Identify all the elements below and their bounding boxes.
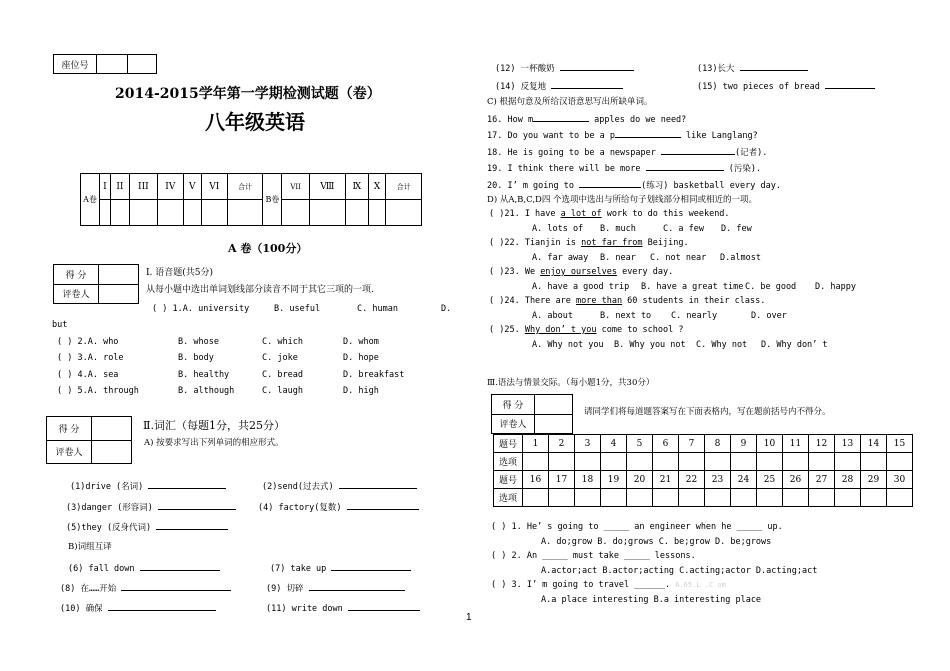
phrase-item xyxy=(266,582,405,595)
grader-score-label: 得 分 xyxy=(492,395,535,415)
score-a-label: A卷 xyxy=(81,174,100,226)
vocab-label: (3)danger (形容词) xyxy=(66,503,153,513)
mc-option: B. next to xyxy=(600,311,652,321)
q1-option-b: B. useful xyxy=(274,304,321,314)
answer-cell[interactable] xyxy=(679,489,705,507)
option-a: 2.A. who xyxy=(77,337,119,347)
mc-option: A. have a good trip xyxy=(532,282,630,292)
mc-question xyxy=(489,325,683,336)
option-c: C. joke xyxy=(262,353,298,363)
seat-box-1 xyxy=(97,55,128,74)
score-table xyxy=(80,173,422,226)
exam-subject: 八年级英语 xyxy=(205,110,305,134)
answer-num: 25 xyxy=(757,471,783,489)
mc-stem: ( )23. We xyxy=(489,267,541,277)
question-row xyxy=(57,370,118,381)
answer-num: 16 xyxy=(523,471,549,489)
q1-option-c: C. human xyxy=(357,304,398,314)
answer-num: 20 xyxy=(627,471,653,489)
score-col: III xyxy=(130,174,158,200)
mc-rest: every day. xyxy=(616,267,674,277)
seat-label: 座位号 xyxy=(54,55,97,74)
answer-num: 10 xyxy=(757,435,783,453)
answer-cell[interactable] xyxy=(887,489,913,507)
answer-cell[interactable] xyxy=(549,489,575,507)
answer-a-label: 选项 xyxy=(494,453,523,471)
answer-cell[interactable] xyxy=(653,489,679,507)
score-col: 合计 xyxy=(386,174,422,200)
answer-blank[interactable] xyxy=(148,480,226,489)
answer-paren[interactable]: ( ) xyxy=(57,353,73,363)
answer-cell[interactable] xyxy=(861,489,887,507)
mc-underlined: Why don’ t you xyxy=(524,325,597,335)
answer-paren[interactable]: ( ) xyxy=(57,337,73,347)
answer-num: 28 xyxy=(835,471,861,489)
mc-question xyxy=(489,296,765,307)
mc-option: B. much xyxy=(600,224,636,234)
mc-stem: ( )21. I have xyxy=(489,209,561,219)
score-col: II xyxy=(110,174,129,200)
option-b: B. body xyxy=(178,353,214,363)
answer-num: 17 xyxy=(549,471,575,489)
answer-blank[interactable] xyxy=(158,501,236,510)
answer-cell[interactable] xyxy=(549,453,575,471)
answer-cell[interactable] xyxy=(731,489,757,507)
mc-question xyxy=(489,209,730,220)
fill-post: (记者). xyxy=(735,148,768,158)
answer-num: 29 xyxy=(861,471,887,489)
answer-num: 6 xyxy=(653,435,679,453)
option-d: D. hope xyxy=(343,353,379,363)
mc-option: B. have a great time xyxy=(641,282,744,292)
grammar-question xyxy=(491,580,726,591)
fill-item xyxy=(487,129,758,142)
vocab-label: (4) factory(复数) xyxy=(258,503,342,513)
watermark: A.65.L .C om xyxy=(675,581,726,589)
mc-option: C. nearly xyxy=(671,311,718,321)
score-col: IV xyxy=(157,174,183,200)
answer-cell[interactable] xyxy=(783,489,809,507)
answer-num: 2 xyxy=(549,435,575,453)
grader-score-label: 得 分 xyxy=(47,417,92,441)
mc-question xyxy=(489,267,673,278)
phrase-label: (9) 切碎 xyxy=(266,584,304,594)
q1-option-a: 1.A. university xyxy=(172,304,250,314)
option-c: C. laugh xyxy=(262,386,303,396)
answer-blank[interactable] xyxy=(551,80,623,89)
answer-cell[interactable] xyxy=(731,453,757,471)
mc-rest: Beijing. xyxy=(642,238,689,248)
answer-cell[interactable] xyxy=(601,453,627,471)
answer-num: 11 xyxy=(783,435,809,453)
answer-num: 23 xyxy=(705,471,731,489)
option-a: 5.A. through xyxy=(77,386,139,396)
answer-blank[interactable] xyxy=(533,113,589,122)
grader-box xyxy=(53,264,139,304)
answer-cell[interactable] xyxy=(757,489,783,507)
answer-num: 12 xyxy=(809,435,835,453)
phrase-item xyxy=(60,582,231,595)
mc-option: C. be good xyxy=(745,282,797,292)
answer-paren[interactable]: ( ) xyxy=(57,370,73,380)
answer-paren[interactable]: ( ) xyxy=(152,304,168,314)
part1-instruction: 从每小题中选出单词划线部分读音不同于其它三项的一项. xyxy=(146,285,374,295)
grader-score-label: 得 分 xyxy=(54,265,99,285)
answer-num: 5 xyxy=(627,435,653,453)
answer-cell[interactable] xyxy=(601,489,627,507)
answer-blank[interactable] xyxy=(646,162,724,171)
fill-pre: 18. He is going to be a newspaper xyxy=(487,148,661,158)
answer-blank[interactable] xyxy=(740,62,808,71)
phrase-label: (7) take up xyxy=(270,564,327,574)
answer-cell[interactable] xyxy=(887,453,913,471)
score-b-label: B卷 xyxy=(263,174,282,226)
answer-blank[interactable] xyxy=(825,80,875,89)
answer-blank[interactable] xyxy=(348,602,420,611)
q1-option-d-wrap: but xyxy=(52,320,68,330)
answer-cell[interactable] xyxy=(575,489,601,507)
mc-underlined: enjoy ourselves xyxy=(540,267,617,277)
mc-option: D. over xyxy=(751,311,787,321)
fill-item xyxy=(487,162,761,175)
phrase-label: (11) write down xyxy=(266,604,343,614)
answer-blank[interactable] xyxy=(661,146,735,155)
fill-pre: 16. How m xyxy=(487,115,534,125)
phrase-item xyxy=(697,80,875,93)
answer-blank[interactable] xyxy=(339,480,417,489)
answer-cell[interactable] xyxy=(679,453,705,471)
seat-number-table xyxy=(53,54,157,74)
question-row xyxy=(57,386,139,397)
fill-item xyxy=(487,146,767,159)
answer-num: 13 xyxy=(835,435,861,453)
fill-item xyxy=(487,179,781,192)
answer-cell[interactable] xyxy=(809,453,835,471)
grader-person-label: 评卷人 xyxy=(47,440,92,464)
section-a-title: A 卷（100分） xyxy=(228,242,308,255)
part2-sub-d: D) 从A,B,C,D四 个选项中选出与所给句子划线部分相同或相近的一项。 xyxy=(487,195,758,205)
answer-num: 3 xyxy=(575,435,601,453)
part1-title: I. 语音题(共5分) xyxy=(146,268,214,278)
answer-blank[interactable] xyxy=(140,562,220,571)
phrase-item xyxy=(270,562,411,575)
score-col: Ⅸ xyxy=(345,174,368,200)
answer-blank[interactable] xyxy=(615,129,681,138)
option-b: B. although xyxy=(178,386,235,396)
answer-blank[interactable] xyxy=(579,179,641,188)
phrase-item xyxy=(60,602,216,615)
phrase-label: (12) 一杯酸奶 xyxy=(495,64,555,74)
answer-q-label: 题号 xyxy=(494,435,523,453)
answer-blank[interactable] xyxy=(309,582,405,591)
answer-num: 21 xyxy=(653,471,679,489)
answer-q-label: 题号 xyxy=(494,471,523,489)
seat-box-2 xyxy=(128,55,157,74)
question-row xyxy=(57,337,118,348)
grader-box xyxy=(46,416,132,464)
fill-post: (污染). xyxy=(723,164,762,174)
mc-option: D. happy xyxy=(815,282,856,292)
answer-cell[interactable] xyxy=(575,453,601,471)
mc-rest: work to do this weekend. xyxy=(601,209,730,219)
answer-cell[interactable] xyxy=(835,489,861,507)
score-col: 合计 xyxy=(227,174,263,200)
vocab-item xyxy=(66,501,236,514)
option-d: D. high xyxy=(343,386,379,396)
grader-box xyxy=(491,394,573,434)
fill-post: apples do we need? xyxy=(589,115,687,125)
fill-item xyxy=(487,113,686,126)
option-d: D. breakfast xyxy=(343,370,405,380)
phrase-item xyxy=(266,602,420,615)
answer-num: 18 xyxy=(575,471,601,489)
answer-blank[interactable] xyxy=(156,521,228,530)
vocab-item xyxy=(262,480,417,493)
mc-underlined: more than xyxy=(576,296,623,306)
option-a: 4.A. sea xyxy=(77,370,119,380)
phrase-item xyxy=(697,62,808,75)
question-row xyxy=(57,353,124,364)
mc-stem: ( )25. xyxy=(489,325,525,335)
grammar-options: A. do;grow B. do;grows C. be;grow D. be;grows xyxy=(541,537,772,547)
answer-cell[interactable] xyxy=(809,489,835,507)
answer-cell[interactable] xyxy=(523,489,549,507)
answer-num: 19 xyxy=(601,471,627,489)
q1-option-d: D. xyxy=(441,304,452,314)
fill-post: like Langlang? xyxy=(680,131,758,141)
mc-option: A. lots of xyxy=(532,224,584,234)
answer-num: 26 xyxy=(783,471,809,489)
phrase-item xyxy=(495,80,623,93)
answer-paren[interactable]: ( ) xyxy=(57,386,73,396)
answer-num: 27 xyxy=(809,471,835,489)
part2-sub-c: C) 根据句意及所给汉语意思写出所缺单词。 xyxy=(487,97,653,107)
mc-underlined: not far from xyxy=(581,238,643,248)
mc-stem: ( )24. There are xyxy=(489,296,576,306)
mc-underlined: a lot of xyxy=(560,209,602,219)
phrase-label: (13)长大 xyxy=(697,64,735,74)
part2-title: Ⅱ.词汇（每题1分，共25分） xyxy=(143,419,285,432)
phrase-label: (10) 确保 xyxy=(60,604,103,614)
mc-option: A. Why not you xyxy=(532,340,604,350)
mc-option: A. about xyxy=(532,311,573,321)
answer-cell[interactable] xyxy=(523,453,549,471)
grader-person-label: 评卷人 xyxy=(54,284,99,304)
option-a: 3.A. role xyxy=(77,353,124,363)
answer-num: 15 xyxy=(887,435,913,453)
fill-pre: 19. I think there will be more xyxy=(487,164,646,174)
option-d: D. whom xyxy=(343,337,379,347)
answer-cell[interactable] xyxy=(757,453,783,471)
grammar-question: ( ) 2. An _____ must take _____ lessons. xyxy=(491,551,696,561)
answer-num: 24 xyxy=(731,471,757,489)
answer-num: 8 xyxy=(705,435,731,453)
answer-cell[interactable] xyxy=(705,453,731,471)
mc-option: B. Why you not xyxy=(614,340,686,350)
answer-blank[interactable] xyxy=(560,62,634,71)
answer-a-label: 选项 xyxy=(494,489,523,507)
score-col: VII xyxy=(282,174,309,200)
part3-title: Ⅲ.语法与情景交际。（每小题1分，共30分） xyxy=(487,378,655,388)
grammar-options: A.actor;act B.actor;acting C.acting;actor D.acting;act xyxy=(541,566,818,576)
part2-sub-b: B)词组互译 xyxy=(68,542,112,552)
phrase-label: (6) fall down xyxy=(68,564,135,574)
mc-rest: 60 students in their class. xyxy=(622,296,766,306)
answer-cell[interactable] xyxy=(705,489,731,507)
part3-note: 请同学们将每道题答案写在下面表格内，写在题前括号内不得分。 xyxy=(584,407,831,417)
vocab-item xyxy=(70,480,226,493)
phrase-item xyxy=(495,62,634,75)
fill-pre: 17. Do you want to be a p xyxy=(487,131,615,141)
answer-cell[interactable] xyxy=(861,453,887,471)
answer-num: 7 xyxy=(679,435,705,453)
exam-title: 2014-2015学年第一学期检测试题（卷） xyxy=(115,86,381,102)
answer-cell[interactable] xyxy=(653,453,679,471)
vocab-label: (1)drive (名词) xyxy=(70,482,144,492)
option-c: C. which xyxy=(262,337,303,347)
grammar-stem: ( ) 3. I’ m going to travel ______. xyxy=(491,580,671,590)
answer-blank[interactable] xyxy=(347,501,419,510)
phrase-item xyxy=(68,562,220,575)
vocab-item xyxy=(66,521,228,534)
answer-num: 4 xyxy=(601,435,627,453)
answer-table xyxy=(493,434,913,507)
mc-option: A. far away xyxy=(532,253,589,263)
phrase-label: (8) 在……开始 xyxy=(60,584,117,594)
mc-option: D.almost xyxy=(720,253,761,263)
answer-num: 14 xyxy=(861,435,887,453)
mc-question xyxy=(489,238,689,249)
answer-num: 1 xyxy=(523,435,549,453)
mc-stem: ( )22. Tianjin is xyxy=(489,238,582,248)
page-number: 1 xyxy=(466,612,472,623)
score-col: X xyxy=(368,174,386,200)
answer-blank[interactable] xyxy=(331,562,411,571)
mc-option: B. near xyxy=(600,253,636,263)
mc-option: C. a few xyxy=(663,224,704,234)
fill-pre: 20. I’ m going to xyxy=(487,181,580,191)
answer-blank[interactable] xyxy=(108,602,216,611)
answer-num: 9 xyxy=(731,435,757,453)
answer-num: 22 xyxy=(679,471,705,489)
answer-cell[interactable] xyxy=(627,489,653,507)
score-col: V xyxy=(183,174,201,200)
fill-post: (练习) basketball every day. xyxy=(641,181,781,191)
question-1 xyxy=(152,304,249,315)
mc-option: D. few xyxy=(721,224,752,234)
vocab-label: (2)send(过去式) xyxy=(262,482,334,492)
mc-option: D. Why don’ t xyxy=(761,340,828,350)
answer-num: 30 xyxy=(887,471,913,489)
score-col: I xyxy=(100,174,111,200)
answer-cell[interactable] xyxy=(783,453,809,471)
phrase-label: (15) two pieces of bread xyxy=(697,82,820,92)
grammar-options: A.a place interesting B.a interesting place xyxy=(541,595,762,605)
mc-option: C. not near xyxy=(650,253,707,263)
answer-blank[interactable] xyxy=(121,582,231,591)
grammar-question: ( ) 1. He’ s going to _____ an engineer when he _____ up. xyxy=(491,522,783,532)
mc-rest: come to school ? xyxy=(596,325,684,335)
vocab-label: (5)they (反身代词) xyxy=(66,523,152,533)
vocab-item xyxy=(258,501,419,514)
option-c: C. bread xyxy=(262,370,303,380)
mc-option: C. Why not xyxy=(696,340,748,350)
answer-cell[interactable] xyxy=(835,453,861,471)
answer-cell[interactable] xyxy=(627,453,653,471)
phrase-label: (14) 反复地 xyxy=(495,82,547,92)
option-b: B. whose xyxy=(178,337,219,347)
score-col: Ⅷ xyxy=(309,174,345,200)
option-b: B. healthy xyxy=(178,370,230,380)
grader-person-label: 评卷人 xyxy=(492,414,535,434)
part2-sub-a: A) 按要求写出下列单词的相应形式。 xyxy=(144,438,284,448)
score-col: VI xyxy=(201,174,227,200)
